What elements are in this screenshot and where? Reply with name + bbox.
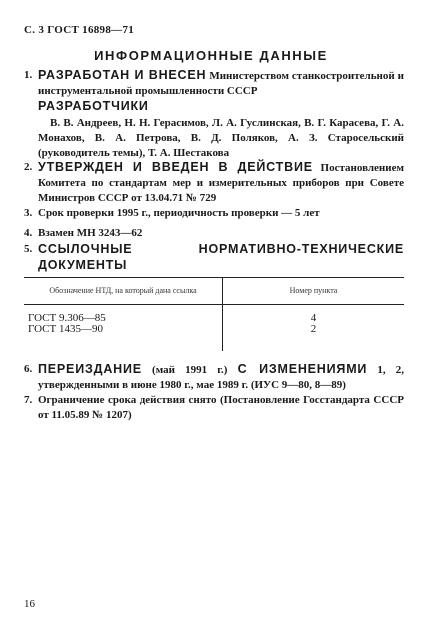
item-6-number: 6. (24, 363, 33, 375)
item-5-number: 5. (24, 243, 33, 255)
item-7-number: 7. (24, 394, 33, 406)
developers-list: В. В. Андреев, Н. Н. Герасимов, Л. А. Гуслинская, В. Г. Карасева, Г. А. Монахов, В. А. Петрова, В. Д. Поляков, А. З. Старосельский (руководитель темы), Т. А. Шестакова (38, 117, 404, 159)
item-3-text: Срок проверки 1995 г., периодичность проверки — 5 лет (38, 207, 320, 219)
item-2 (24, 160, 404, 206)
item-3-number: 3. (24, 207, 33, 219)
item-4-number: 4. (24, 227, 33, 239)
item-2-heading: УТВЕРЖДЕН И ВВЕДЕН В ДЕЙСТВИЕ (38, 160, 313, 174)
item-5 (24, 242, 404, 274)
developers-heading: РАЗРАБОТЧИКИ (38, 99, 149, 113)
table-header-clause: Номер пункта (223, 278, 405, 305)
item-6-date: (май 1991 г.) (141, 364, 238, 376)
table-header-document: Обозначение НТД, на который дана ссылка (24, 278, 223, 305)
table-cell-clause: 2 (310, 323, 317, 335)
table-spacer-row (24, 335, 404, 351)
item-1-heading: РАЗРАБОТАН И ВНЕСЕН (38, 68, 207, 82)
item-6-heading: ПЕРЕИЗДАНИЕ (38, 362, 142, 376)
item-2-number: 2. (24, 161, 33, 173)
item-2-text: Постановлением Комитета по стандартам мер и измерительных приборов при Совете Министров СССР от 13.04.71 № 729 (38, 162, 404, 204)
table-cell-clause: 4 (310, 312, 317, 324)
table-cell-document: ГОСТ 1435—90 (24, 324, 223, 335)
item-6 (24, 362, 404, 393)
page-header: С. 3 ГОСТ 16898—71 (24, 24, 135, 36)
item-3 (24, 206, 404, 221)
item-6-changes-heading: С ИЗМЕНЕНИЯМИ (237, 362, 368, 376)
section-title: ИНФОРМАЦИОННЫЕ ДАННЫЕ (94, 48, 328, 63)
table-cell-document: ГОСТ 9.306—85 (24, 305, 223, 325)
item-4-text: Взамен МН 3243—62 (38, 227, 143, 239)
item-6-text: 1, 2, утвержденными в июне 1980 г., мае 1989 г. (ИУС 9—80, 8—89) (38, 364, 404, 391)
references-table (24, 277, 404, 351)
item-7 (24, 393, 404, 423)
item-4 (24, 226, 404, 241)
item-1 (24, 68, 404, 99)
item-1-number: 1. (24, 69, 33, 81)
item-7-text: Ограничение срока действия снято (Постановление Госстандарта СССР от 11.05.89 № 1207) (38, 394, 404, 421)
item-5-heading: ССЫЛОЧНЫЕ НОРМАТИВНО-ТЕХНИЧЕСКИЕ ДОКУМЕНТЫ (38, 242, 404, 272)
table-row (24, 305, 404, 325)
item-1-text: Министерством станкостроительной и инструментальной промышленности СССР (38, 70, 404, 97)
table-row (24, 324, 404, 335)
page-number: 16 (24, 598, 35, 610)
